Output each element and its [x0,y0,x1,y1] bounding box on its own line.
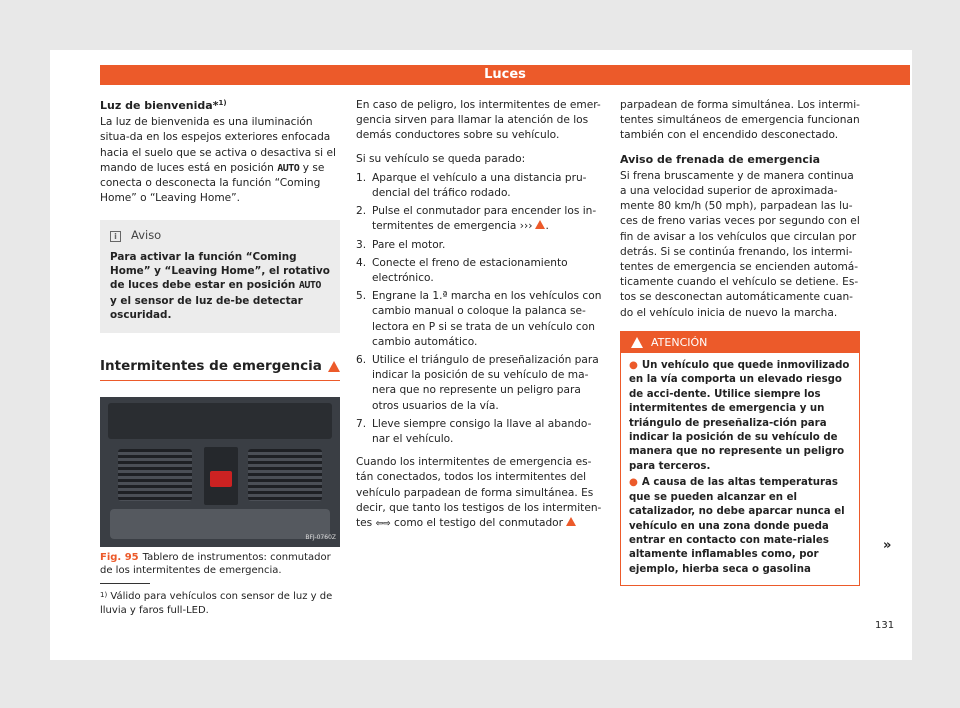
note-text: Para activar la función “Coming Home” y “Leaving Home”, el rotativo de luces debe estar en posición AUTO y el sensor de luz de-be detectar oscuridad. [110,250,330,322]
footnote-divider [100,583,150,584]
list-item: 2. Pulse el conmutador para encender los in-termitentes de emergencia ››› . [356,205,597,233]
warning-triangle-icon [328,361,340,372]
figure-caption: Fig. 95 Tablero de instrumentos: conmutador de los intermitentes de emergencia. [100,551,331,576]
steps-list [356,171,602,447]
list-item: ● Un vehículo que quede inmovilizado en la vía comporta un elevado riesgo de acci-dente. Utilice siempre los intermitentes de emergencia y un triángulo de preseñaliza-ción para indicar la posición de su vehículo de manera que no represente un peligro para terceros. [629,360,850,472]
welcome-light-text: La luz de bienvenida es una iluminación situa-da en los espejos exteriores enfocada hacia el suelo que se activa o desactiva si el mando de luces está en posición AUTO y se conecta o desconecta la función “Coming Home” o “Leaving Home”. [100,116,336,205]
turn-signal-icon: ⇦⇨ [375,519,391,530]
list-item: 5. Engrane la 1.ª marcha en los vehículos con cambio manual o coloque la palanca se-lectora en P si se trata de un vehículo con cambio automático. [356,290,602,348]
stopped-text: Si su vehículo se queda parado: [356,152,526,165]
brake-warning-heading: Aviso de frenada de emergencia [620,152,821,166]
welcome-light-heading: Luz de bienvenida*$^{1)}$ [100,99,227,112]
note-box: i Aviso Para activar la función “Coming Home” y “Leaving Home”, el rotativo de luces debe estar en posición AUTO y el sensor de luz de-be detectar oscuridad. [100,220,340,332]
list-item: 1. Aparque el vehículo a una distancia pru-dencial del tráfico rodado. [356,171,587,200]
info-icon: i [110,231,121,242]
column-right [620,98,860,586]
manual-page [50,50,912,660]
brake-warning-text: Si frena bruscamente y de manera continua a una velocidad superior de aproximada-mente 80 km/h (50 mph), parpadean las lu-ces de freno varias veces por segundo con el fin de avisar a los vehículos que circulan por detrás. Si se continúa frenando, los intermi-tentes de emergencia se encienden automá-ticamente cuando el vehículo se detiene. Es-tos se desconectan automáticamente cuan-do el vehículo inicia de nuevo la marcha. [620,169,860,319]
intro-text: En caso de peligro, los intermitentes de emer-gencia sirven para llamar la atención de los demás conductores sobre su vehículo. [356,99,601,142]
page-header: Luces [100,65,910,85]
auto-symbol: AUTO [298,280,321,292]
auto-symbol: AUTO [277,162,300,174]
list-item: 7. Lleve siempre consigo la llave al abando-nar el vehículo. [356,417,592,446]
hazard-switch-icon [210,471,232,487]
continued-text: parpadean de forma simultánea. Los intermi-tentes simultáneos de emergencia funcionan también con el encendido desconectado. [620,99,860,142]
list-item: ● A causa de las altas temperaturas que se pueden alcanzar en el catalizador, no debe aparcar nunca el vehículo en una zona donde pueda entrar en contacto con mate-riales altamente inflamables como, por ejemplo, hierba seca o gasolina [629,477,845,575]
warning-box: ATENCIÓN ● Un vehículo que quede inmovilizado en la vía comporta un elevado riesgo de acci-dente. Utilice siempre los intermitentes de emergencia y un triángulo de preseñaliza-ción para indicar la posición de su vehículo de manera que no represente un peligro para terceros. ● A causa de las altas temperaturas que se pueden alcanzar en el catalizador, no debe aparcar nunca el vehículo en una zona donde pueda entrar en contacto con mate-riales altamente inflamables como, por ejemplo, hierba seca o gasolina [620,331,860,586]
page-number: 131 [875,620,895,631]
footnote: $^{1)}$ Válido para vehículos con sensor de luz y de lluvia y faros full-LED. [100,591,333,616]
list-item: 4. Conecte el freno de estacionamiento electrónico. [356,256,568,285]
warning-triangle-icon [535,220,545,229]
figure-code: BFJ-0760Z [305,533,336,541]
section-title: Intermitentes de emergencia [100,359,340,381]
closing-text: Cuando los intermitentes de emergencia es-tán conectados, todos los intermitentes del vehículo parpadean de forma simultánea. Es decir, que tanto los testigos de los intermiten-tes ⇦⇨ como el testigo del conmutador [356,456,602,530]
warning-triangle-icon [631,337,643,348]
list-item: 3. Pare el motor. [356,238,446,251]
list-item: 6. Utilice el triángulo de preseñalización para indicar la posición de su vehículo de ma-nera que no represente un peligro para otros usuarios de la vía. [356,354,599,412]
column-middle [356,98,602,540]
warning-triangle-icon [566,517,576,526]
continue-arrow: » [883,538,892,553]
dashboard-figure [100,397,340,547]
column-left [100,98,340,577]
